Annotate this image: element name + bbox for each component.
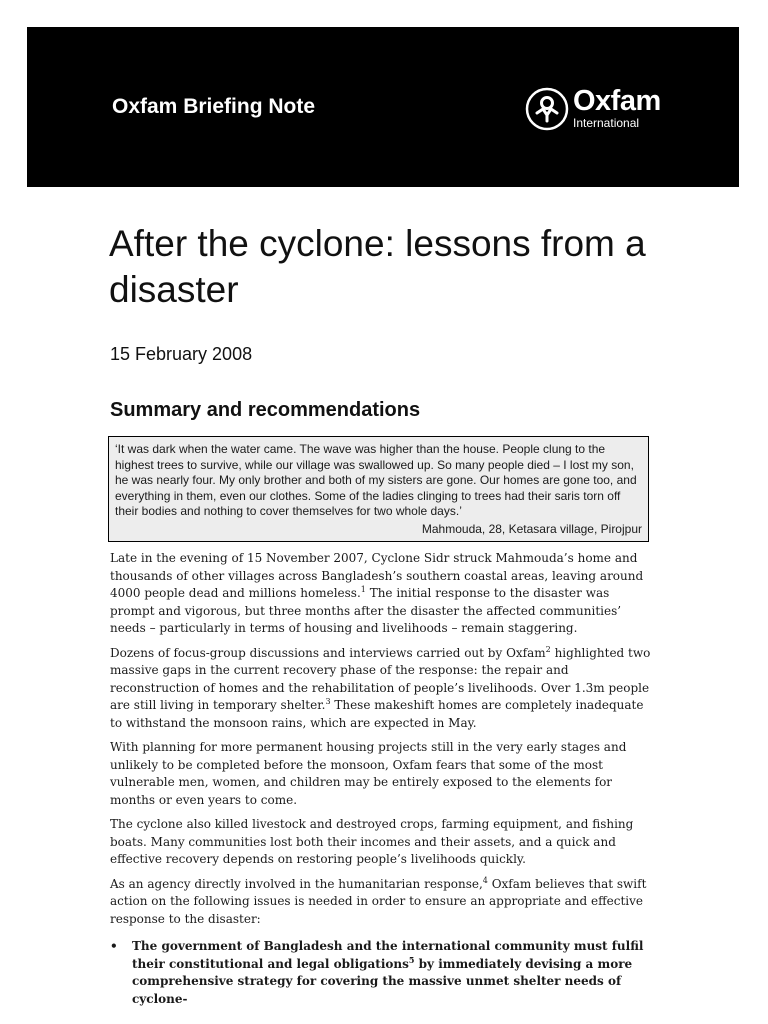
bullet-text: by immediately devising a more comprehensive strategy for covering the massive unmet shelter needs of cyclone- [132, 956, 633, 1006]
header-banner [27, 27, 739, 187]
document-title: After the cyclone: lessons from a disaster [109, 223, 646, 310]
section-heading: Summary and recommendations [110, 399, 421, 421]
logo-wordmark: Oxfam [573, 85, 661, 117]
footnote-marker: 4 [482, 875, 488, 885]
bullet-text: The government of Bangladesh and the international community must fulfil their constitutional and legal obligations [132, 939, 644, 971]
paragraph-text: Dozens of focus-group discussions and interviews carried out by Oxfam [110, 645, 546, 660]
footnote-marker: 2 [545, 644, 551, 654]
briefing-note-label: Oxfam Briefing Note [112, 95, 316, 118]
footnote-marker: 3 [325, 697, 331, 706]
paragraph-5 [110, 876, 656, 929]
paragraph-text: Oxfam believes that swift action on the following issues is needed in order to ensure an appropriate and effective response to the disaster: [110, 876, 647, 926]
document-date: 15 February 2008 [110, 344, 253, 364]
oxfam-emblem-icon [525, 87, 569, 131]
bullet-marker: • [110, 939, 118, 953]
quote-text: ‘It was dark when the water came. The wave was higher than the house. People clung to the highest trees to survive, while our village was swallowed up. So many people died – I lost my son, he was nearly four. My only brother and both of my sisters are gone. Our homes are gone too, and everything in them, even our clothes. Some of the ladies clinging to trees had their saris torn off their bodies and nothing to cover themselves for two whole days.’ [115, 442, 637, 518]
paragraph-4: The cyclone also killed livestock and destroyed crops, farming equipment, and fishing boats. Many communities lost both their incomes and their assets, and a quick and effective recovery depends on restoring people’s livelihoods quickly. [110, 817, 634, 866]
footnote-marker: 1 [360, 585, 366, 594]
paragraph-text: The initial response to the disaster was prompt and vigorous, but three months after the disaster the affected communities’ needs – particularly in terms of housing and livelihoods – remain staggering. [110, 586, 622, 635]
footnote-marker: 5 [408, 954, 415, 965]
paragraph-text: As an agency directly involved in the humanitarian response, [110, 876, 483, 891]
paragraph-3: With planning for more permanent housing projects still in the very early stages and unlikely to be completed before the monsoon, Oxfam fears that some of the most vulnerable men, women, and children may be entirely exposed to the elements for months or even years to come. [110, 740, 627, 807]
paragraph-text: These makeshift homes are completely inadequate to withstand the monsoon rains, which are expected in May. [110, 698, 644, 730]
paragraph-text: Late in the evening of 15 November 2007, Cyclone Sidr struck Mahmouda’s home and thousands of other villages across Bangladesh’s southern coastal areas, leaving around 4000 people dead and millions homeless. [110, 551, 644, 600]
recommendation-bullet [110, 938, 656, 1008]
logo-subtitle: International [573, 116, 640, 130]
paragraph-text: highlighted two massive gaps in the current recovery phase of the response: the repair and reconstruction of homes and the rehabilitation of people’s livelihoods. Over 1.3m people are still living in temporary shelter. [110, 645, 651, 712]
paragraph-2 [110, 645, 656, 733]
quote-attribution: Mahmouda, 28, Ketasara village, Pirojpur [421, 521, 642, 536]
body-text [110, 550, 656, 1008]
quote-box [108, 436, 649, 542]
paragraph-1 [110, 550, 656, 638]
